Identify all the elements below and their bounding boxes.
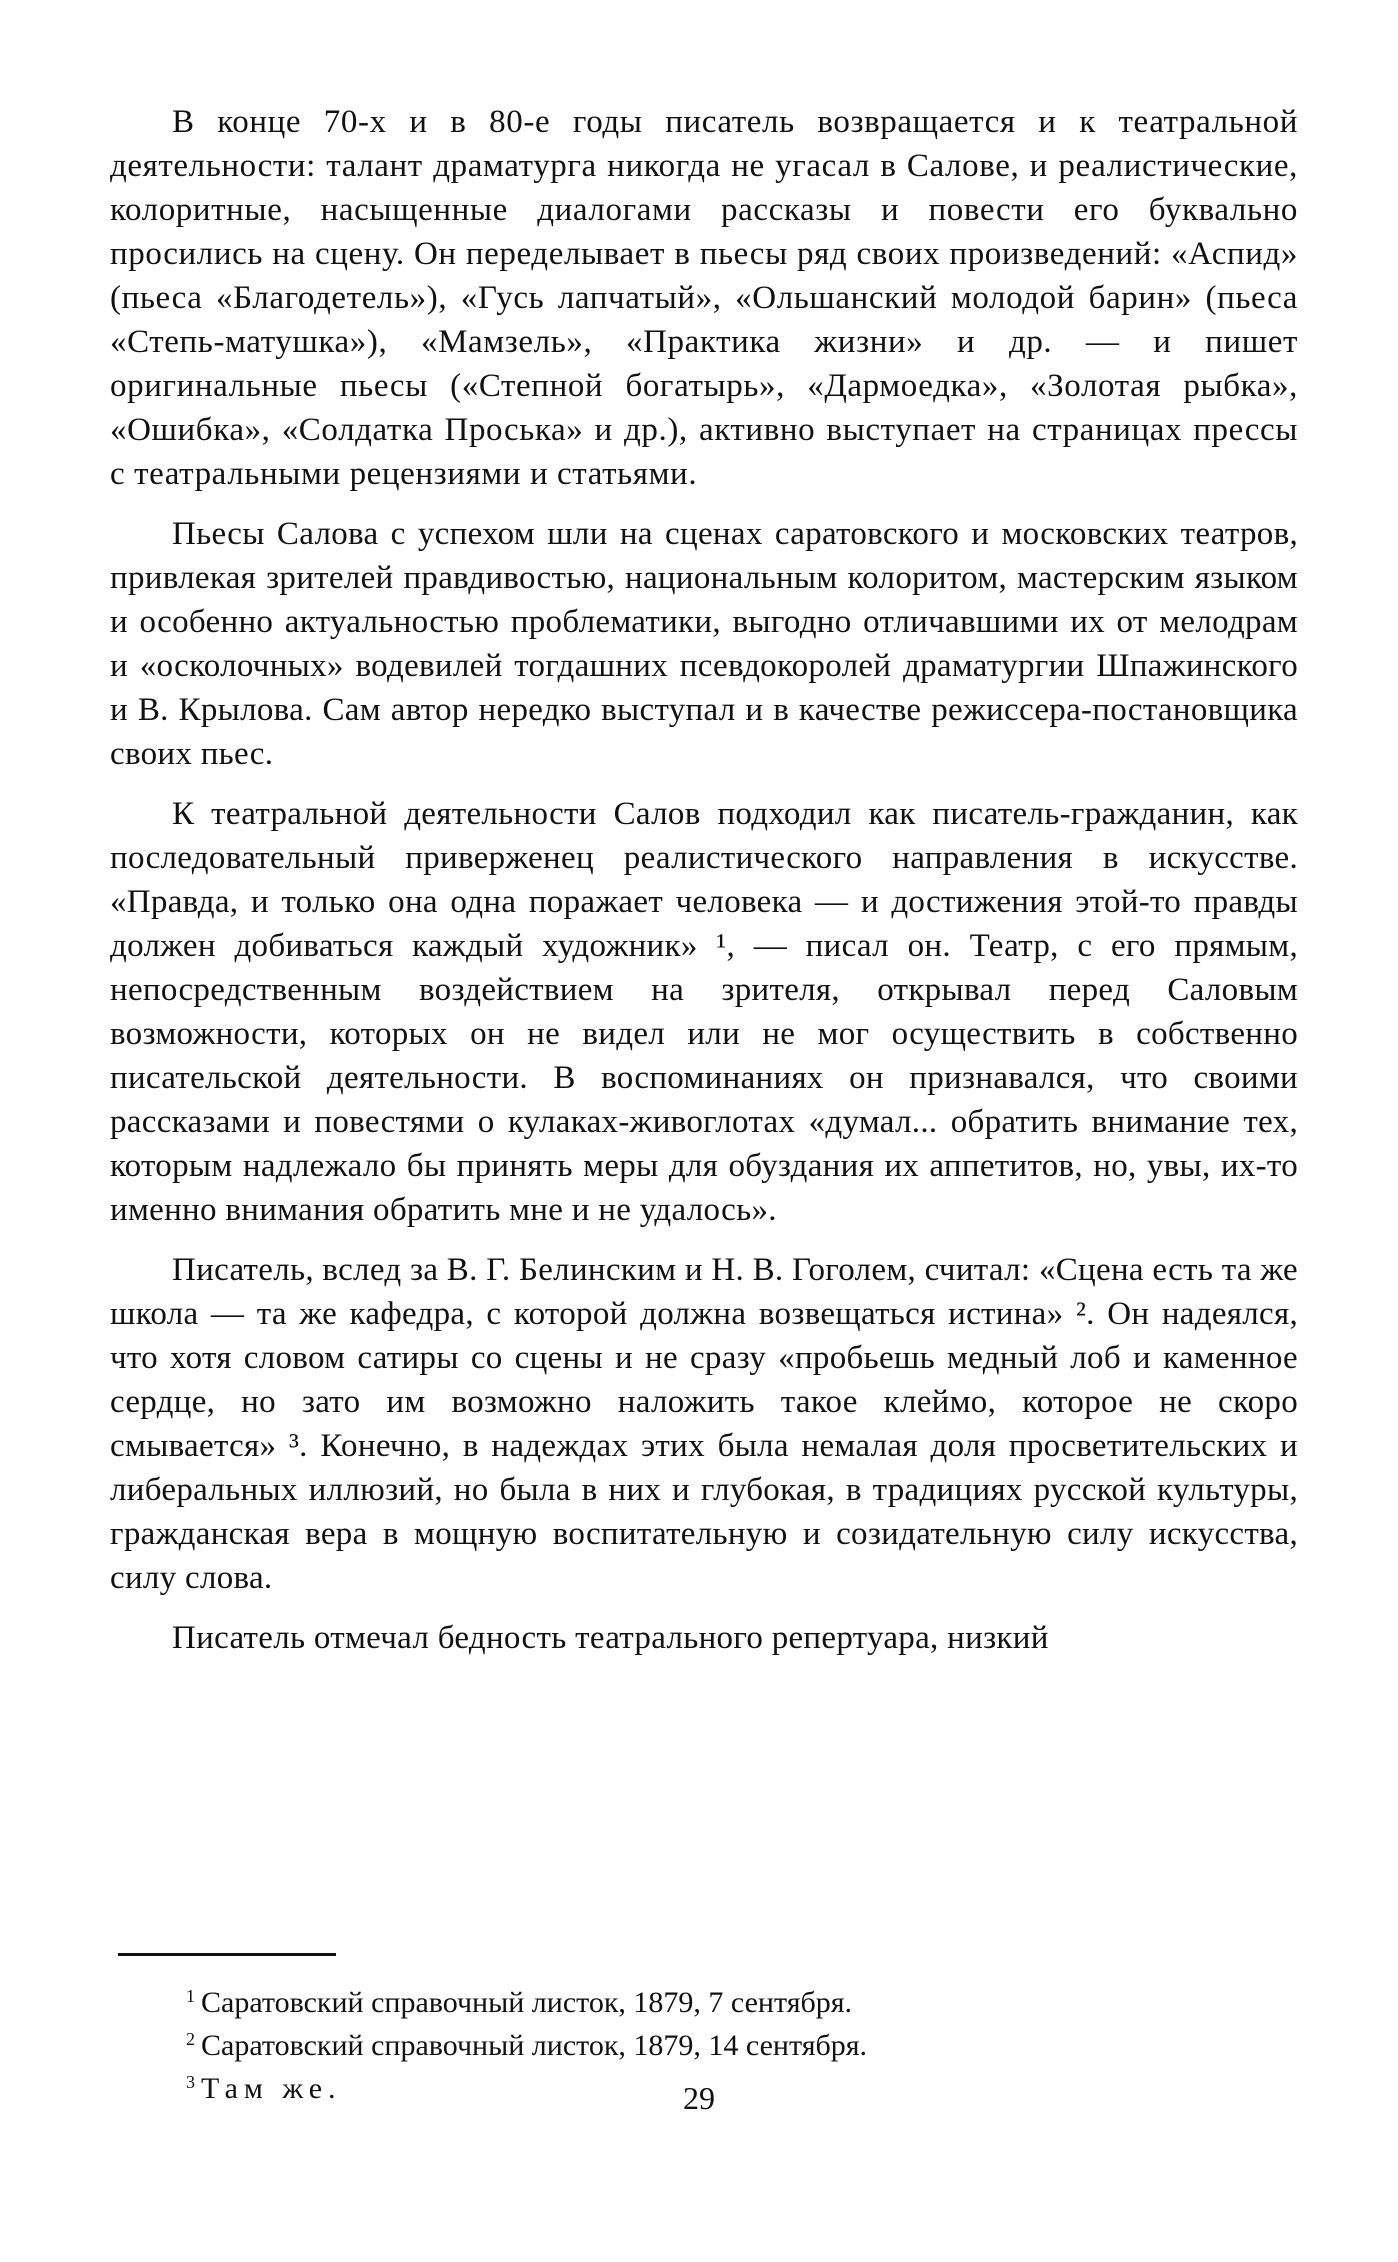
page-body	[110, 100, 1298, 1676]
paragraph: Пьесы Салова с успехом шли на сценах саратовского и московских театров, привлекая зрителей правдивостью, национальным колоритом, мастерским языком и особенно актуальностью проблематики, выгодно отличавшими их от мелодрам и «осколочных» водевилей тогдашних псевдокоролей драматургии Шпажинского и В. Крылова. Сам автор нередко выступал и в качестве режиссера-постановщика своих пьес.	[110, 516, 1298, 772]
paragraph: К театральной деятельности Салов подходил как писатель-гражданин, как последовательный приверженец реалистического направления в искусстве. «Правда, и только она одна поражает человека — и достижения этой-то правды должен добиваться каждый художник» ¹, — писал он. Театр, с его прямым, непосредственным воздействием на зрителя, открывал перед Саловым возможности, которых он не видел или не мог осуществить в собственно писательской деятельности. В воспоминаниях он признавался, что своими рассказами и повестями о кулаках-живоглотах «думал... обратить внимание тех, которым надлежало бы принять меры для обуздания их аппетитов, но, увы, их-то именно внимания обратить мне и не удалось».	[110, 796, 1298, 1228]
footnote-text: Саратовский справочный листок, 1879, 14 сентября.	[201, 2029, 868, 2062]
footnote-mark: 3	[186, 2072, 195, 2092]
page-number: 29	[683, 2080, 715, 2116]
footnote-mark: 2	[186, 2029, 195, 2049]
paragraph: Писатель, вслед за В. Г. Белинским и Н. В. Гоголем, считал: «Сцена есть та же школа — та же кафедра, с которой должна возвещаться истина» ². Он надеялся, что хотя словом сатиры со сцены и не сразу «пробьешь медный лоб и каменное сердце, но зато им возможно наложить такое клеймо, которое не скоро смывается» ³. Конечно, в надеждах этих была немалая доля просветительских и либеральных иллюзий, но была в них и глубокая, в традициях русской культуры, гражданская вера в мощную воспитательную и созидательную силу искусства, силу слова.	[110, 1252, 1298, 1596]
footnote-text: Саратовский справочный листок, 1879, 7 сентября.	[201, 1986, 853, 2019]
footnote-mark: 1	[186, 1986, 195, 2006]
footnote-item	[186, 2021, 1186, 2064]
footnote-divider	[118, 1953, 336, 1956]
paragraph: В конце 70-х и в 80-е годы писатель возвращается и к театральной деятельности: талант драматурга никогда не угасал в Салове, и реалистические, колоритные, насыщенные диалогами рассказы и повести его буквально просились на сцену. Он переделывает в пьесы ряд своих произведений: «Аспид» (пьеса «Благодетель»), «Гусь лапчатый», «Ольшанский молодой барин» (пьеса «Степь-матушка»), «Мамзель», «Практика жизни» и др. — и пишет оригинальные пьесы («Степной богатырь», «Дармоедка», «Золотая рыбка», «Ошибка», «Солдатка Проська» и др.), активно выступает на страницах прессы с театральными рецензиями и статьями.	[110, 104, 1298, 492]
paragraph: Писатель отмечал бедность театрального репертуара, низкий	[172, 1620, 1049, 1656]
footnote-text: Там же.	[201, 2072, 342, 2105]
footnote-item	[186, 1978, 1186, 2021]
